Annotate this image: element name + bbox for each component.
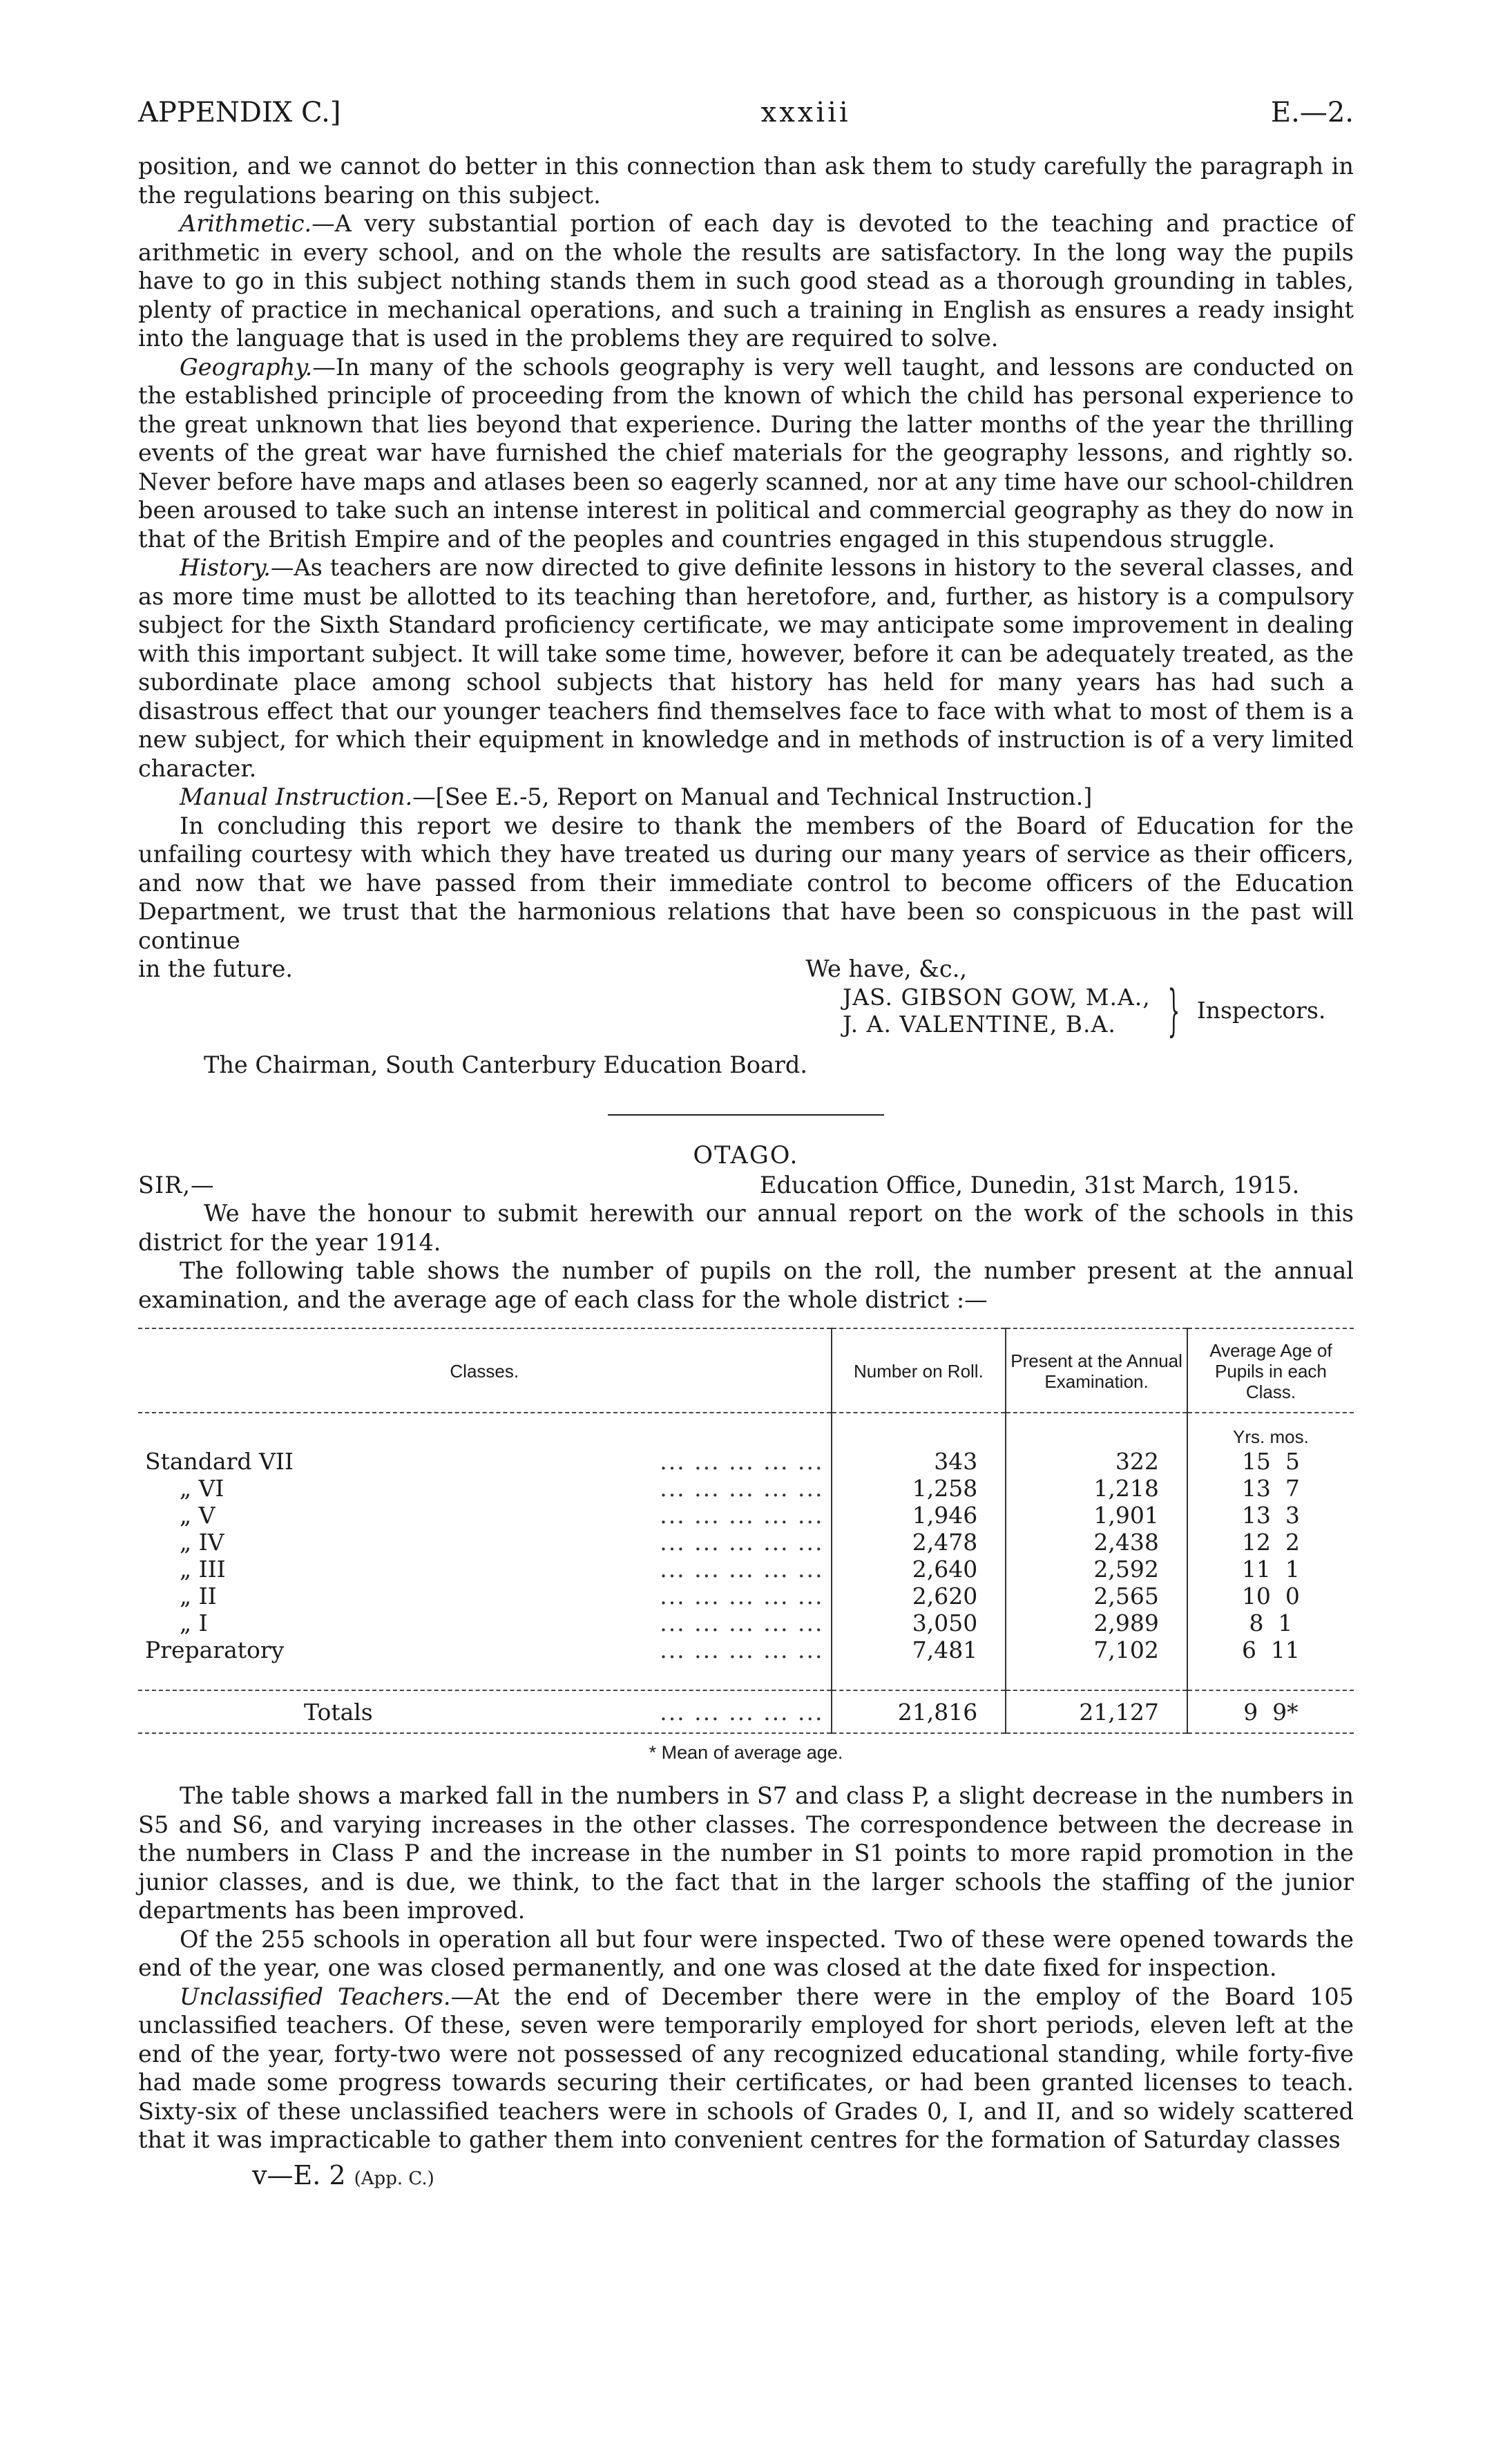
totals-months: 9* bbox=[1272, 1698, 1299, 1726]
cell-average bbox=[1187, 1583, 1354, 1610]
cell-roll: 2,640 bbox=[832, 1556, 1006, 1583]
cell-average bbox=[1187, 1636, 1354, 1663]
conclusion-end: in the future. bbox=[138, 955, 293, 982]
cell-months: 1 bbox=[1285, 1556, 1300, 1583]
cell-roll: 2,620 bbox=[832, 1583, 1006, 1610]
totals-present: 21,127 bbox=[1006, 1690, 1187, 1733]
unclassified-body: —At the end of December there were in the employ of the Board 105 unclassified teachers. Of these, seven were temporarily employed for short periods, eleven left at the end of the year, forty-two were not possessed of any recognized educational standing, while forty-five had made some progress towards securing their certificates, or had been granted licenses to teach. Sixty-six of these unclassified teachers were in schools of Grades 0, I, and II, and so widely scattered that it was impracticable to gather them into convenient centres for the formation of Saturday classes bbox=[138, 1983, 1354, 2153]
spacer-row bbox=[138, 1663, 1354, 1690]
paragraph-conclusion: In concluding this report we desire to thank the members of the Board of Education for the unfailing courtesy with which they have treated us during our many years of service as their officers, and now that we have passed from their immediate control to become officers of the Education Department, we trust that the harmonious relations that have been so conspicuous in the past will continue bbox=[138, 812, 1354, 954]
history-body: —As teachers are now directed to give definite lessons in history to the several classes, and as more time must be allotted to its teaching than heretofore, and, further, as history is a compulsory subject for the Sixth Standard proficiency certificate, we may anticipate some improvement in dealing with this important subject. It will take some time, however, before it can be adequately treated, as the subordinate place among school subjects that history has held for many years has had such a disastrous effect that our younger teachers find themselves face to face with what to most of them is a new subject, for which their equipment in knowledge and in methods of instruction is of a very limited character. bbox=[138, 554, 1354, 782]
table-row bbox=[138, 1636, 1354, 1663]
col-classes: Classes. bbox=[450, 1361, 519, 1382]
totals-row bbox=[138, 1690, 1354, 1733]
cell-present: 2,565 bbox=[1006, 1583, 1187, 1610]
section-heading-otago: OTAGO. bbox=[693, 1141, 799, 1169]
table-row bbox=[138, 1448, 1354, 1475]
col-present: Present at the Annual Examination. bbox=[1006, 1328, 1187, 1413]
cell-years: 8 bbox=[1249, 1610, 1264, 1636]
header-appendix: APPENDIX C.] bbox=[138, 97, 341, 128]
running-header bbox=[138, 97, 1354, 152]
cell-months: 11 bbox=[1270, 1636, 1300, 1663]
row-label: „ VI bbox=[180, 1475, 224, 1502]
row-label: „ II bbox=[180, 1583, 217, 1610]
signature-mark-sub: (App. C.) bbox=[354, 2168, 434, 2189]
leader-dots: ... ... ... ... ... bbox=[660, 1610, 824, 1636]
row-label: Preparatory bbox=[145, 1636, 285, 1663]
salutation: SIR,— bbox=[138, 1171, 215, 1198]
cell-present: 322 bbox=[1006, 1448, 1187, 1475]
signature-names bbox=[843, 984, 1151, 1038]
header-paper-code: E.—2. bbox=[1270, 97, 1354, 128]
pupils-table bbox=[138, 1328, 1354, 1734]
leader-dots: ... ... ... ... ... bbox=[660, 1636, 824, 1663]
cell-present: 7,102 bbox=[1006, 1636, 1187, 1663]
cell-present: 2,989 bbox=[1006, 1610, 1187, 1636]
cell-average bbox=[1187, 1502, 1354, 1529]
cell-roll: 3,050 bbox=[832, 1610, 1006, 1636]
paragraph-geography bbox=[138, 353, 1354, 554]
totals-years: 9 bbox=[1243, 1698, 1258, 1726]
valediction: We have, &c., bbox=[805, 955, 967, 982]
table-row bbox=[138, 1610, 1354, 1636]
cell-months: 3 bbox=[1285, 1502, 1300, 1529]
cell-present: 1,218 bbox=[1006, 1475, 1187, 1502]
row-label: Standard VII bbox=[145, 1448, 294, 1475]
table-row bbox=[138, 1583, 1354, 1610]
leader-dots: ... ... ... ... ... bbox=[660, 1556, 824, 1583]
row-label: „ I bbox=[180, 1610, 208, 1636]
signature-mark-main: v—E. 2 bbox=[252, 2159, 346, 2190]
cell-roll: 7,481 bbox=[832, 1636, 1006, 1663]
cell-years: 10 bbox=[1241, 1583, 1271, 1610]
table-header-row bbox=[138, 1328, 1354, 1413]
row-label: „ V bbox=[180, 1502, 215, 1529]
signature-valentine: J. A. VALENTINE, B.A. bbox=[843, 1010, 1116, 1038]
cell-years: 6 bbox=[1241, 1636, 1256, 1663]
signature-block bbox=[843, 977, 1354, 1042]
cell-roll: 1,258 bbox=[832, 1475, 1006, 1502]
paragraph-schools-inspected: Of the 255 schools in operation all but four were inspected. Two of these were opened towards the end of the year, one was closed permanently, and one was closed at the date fixed for inspection. bbox=[138, 1925, 1354, 1981]
paragraph-arithmetic bbox=[138, 209, 1354, 353]
paragraph-manual bbox=[138, 783, 1354, 812]
geography-heading: Geography. bbox=[180, 353, 313, 381]
paragraph-continuation: position, and we cannot do better in this connection than ask them to study carefully the paragraph in the regulations bearing on this subject. bbox=[138, 153, 1354, 209]
signature-role: Inspectors. bbox=[1196, 997, 1326, 1024]
cell-months: 2 bbox=[1285, 1529, 1300, 1556]
table-footnote: * Mean of average age. bbox=[649, 1742, 843, 1763]
cell-average bbox=[1187, 1610, 1354, 1636]
totals-label: Totals bbox=[304, 1698, 373, 1726]
otago-table-intro: The following table shows the number of pupils on the roll, the number present at the annual examination, and the average age of each class for the whole district :— bbox=[138, 1257, 1354, 1313]
table-row bbox=[138, 1529, 1354, 1556]
cell-months: 5 bbox=[1285, 1448, 1300, 1475]
leader-dots: ... ... ... ... ... bbox=[660, 1698, 824, 1726]
cell-years: 13 bbox=[1241, 1475, 1271, 1502]
paragraph-table-analysis: The table shows a marked fall in the numbers in S7 and class P, a slight decrease in the numbers in S5 and S6, and varying increases in the other classes. The correspondence between the decrease in the numbers in Class P and the increase in the number in S1 points to more rapid promotion in the junior classes, and is due, we think, to the fact that in the larger schools the staffing of the junior departments has been improved. bbox=[138, 1782, 1354, 1924]
signature-gow: JAS. GIBSON GOW, M.A., bbox=[843, 983, 1151, 1011]
leader-dots: ... ... ... ... ... bbox=[660, 1529, 824, 1556]
cell-years: 15 bbox=[1241, 1448, 1271, 1475]
cell-roll: 2,478 bbox=[832, 1529, 1006, 1556]
leader-dots: ... ... ... ... ... bbox=[660, 1583, 824, 1610]
cell-average bbox=[1187, 1529, 1354, 1556]
units-row bbox=[138, 1413, 1354, 1448]
col-average-age: Average Age of Pupils in each Class. bbox=[1187, 1328, 1354, 1413]
totals-roll: 21,816 bbox=[832, 1690, 1006, 1733]
paragraph-unclassified-teachers bbox=[138, 1983, 1354, 2155]
cell-years: 11 bbox=[1241, 1556, 1271, 1583]
cell-roll: 343 bbox=[832, 1448, 1006, 1475]
totals-average bbox=[1187, 1690, 1354, 1733]
leader-dots: ... ... ... ... ... bbox=[660, 1448, 824, 1475]
row-label: „ IV bbox=[180, 1529, 224, 1556]
paragraph-history bbox=[138, 553, 1354, 783]
cell-average bbox=[1187, 1448, 1354, 1475]
cell-years: 13 bbox=[1241, 1502, 1271, 1529]
cell-present: 2,438 bbox=[1006, 1529, 1187, 1556]
table-row bbox=[138, 1475, 1354, 1502]
cell-present: 2,592 bbox=[1006, 1556, 1187, 1583]
arithmetic-heading: Arithmetic. bbox=[180, 210, 312, 237]
cell-average bbox=[1187, 1556, 1354, 1583]
arithmetic-body: —A very substantial portion of each day is devoted to the teaching and practice of arithmetic in every school, and on the whole the results are satisfactory. In the long way the pupils have to go in this subject nothing stands them in such good stead as a thorough grounding in tables, plenty of practice in mechanical operations, and such a training in English as ensures a ready insight into the language that is used in the problems they are required to solve. bbox=[138, 210, 1354, 352]
signature-mark bbox=[252, 2160, 1354, 2190]
history-heading: History. bbox=[180, 554, 271, 581]
addressee: The Chairman, South Canterbury Education Board. bbox=[204, 1051, 808, 1078]
page bbox=[138, 97, 1354, 2190]
section-divider bbox=[608, 1114, 884, 1116]
row-label: „ III bbox=[180, 1556, 226, 1583]
cell-present: 1,901 bbox=[1006, 1502, 1187, 1529]
otago-intro: We have the honour to submit herewith our annual report on the work of the schools in this district for the year 1914. bbox=[138, 1200, 1354, 1256]
leader-dots: ... ... ... ... ... bbox=[660, 1502, 824, 1529]
address-date: Education Office, Dunedin, 31st March, 1915. bbox=[760, 1171, 1300, 1198]
cell-roll: 1,946 bbox=[832, 1502, 1006, 1529]
unclassified-heading: Unclassified Teachers. bbox=[180, 1983, 451, 2010]
salutation-row bbox=[138, 1171, 1354, 1200]
table-row bbox=[138, 1556, 1354, 1583]
cell-average bbox=[1187, 1475, 1354, 1502]
col-roll: Number on Roll. bbox=[832, 1328, 1006, 1413]
header-page-number: xxxiii bbox=[760, 97, 851, 128]
geography-body: —In many of the schools geography is very well taught, and lessons are conducted on the established principle of proceeding from the known of which the child has personal experience to the great unknown that lies beyond that experience. During the latter months of the year the thrilling events of the great war have furnished the chief materials for the geography lessons, and rightly so. Never before have maps and atlases been so eagerly scanned, nor at any time have our school-children been aroused to take such an intense interest in political and commercial geography as they do now in that of the British Empire and of the peoples and countries engaged in this stupendous struggle. bbox=[138, 353, 1354, 553]
manual-body: —[See E.-5, Report on Manual and Technical Instruction.] bbox=[412, 783, 1093, 810]
manual-heading: Manual Instruction. bbox=[180, 783, 413, 810]
units-label: Yrs. mos. bbox=[1187, 1413, 1354, 1448]
cell-months: 7 bbox=[1285, 1475, 1300, 1502]
cell-months: 0 bbox=[1285, 1583, 1300, 1610]
table-row bbox=[138, 1502, 1354, 1529]
leader-dots: ... ... ... ... ... bbox=[660, 1475, 824, 1502]
cell-months: 1 bbox=[1278, 1610, 1293, 1636]
cell-years: 12 bbox=[1241, 1529, 1271, 1556]
brace-glyph: } bbox=[1167, 977, 1180, 1042]
